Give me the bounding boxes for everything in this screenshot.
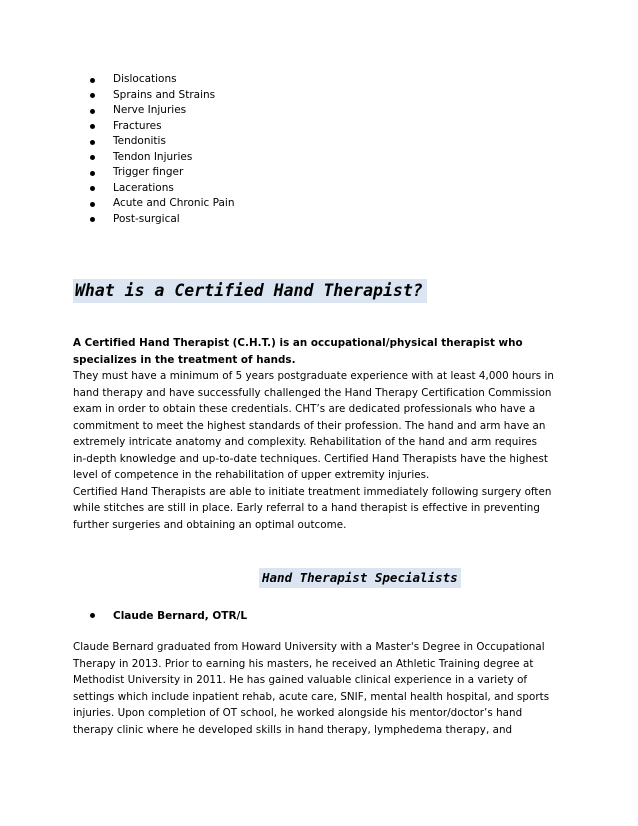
specialist-item	[90, 610, 247, 622]
bio-line: Therapy in 2013. Prior to earning his masters, he received an Athletic Training degree at	[73, 657, 534, 670]
list-item	[90, 103, 234, 119]
bullet-icon	[90, 155, 95, 160]
bullet-icon	[90, 109, 95, 114]
list-item	[90, 119, 234, 135]
bio-line: injuries. Upon completion of OT school, he worked alongside his mentor/doctor’s hand	[73, 707, 523, 719]
list-item	[90, 150, 234, 166]
list-item-label: Acute and Chronic Pain	[113, 197, 235, 209]
list-item	[90, 212, 234, 228]
bullet-icon	[90, 124, 95, 129]
list-item-label: Tendonitis	[113, 135, 166, 147]
list-item	[90, 72, 234, 88]
list-item-label: Nerve Injuries	[113, 104, 187, 116]
list-item	[90, 181, 234, 197]
intro-line: specializes in the treatment of hands.	[73, 353, 296, 366]
body-line: in-depth knowledge and up-to-date techniques. Certified Hand Therapists have the highest	[73, 452, 548, 465]
body-line: commitment to meet the highest standards of their profession. The hand and arm have an	[73, 419, 546, 432]
body-line: level of competence in the rehabilitation of upper extremity injuries.	[73, 469, 430, 481]
bio-line: settings which include inpatient rehab, acute care, SNIF, mental health hospital, and sports	[73, 690, 550, 703]
body-line: Certified Hand Therapists are able to initiate treatment immediately following surgery often	[73, 485, 552, 498]
body-line: further surgeries and obtaining an optimal outcome.	[73, 518, 347, 531]
bullet-icon	[90, 171, 95, 176]
bio-line: therapy clinic where he developed skills in hand therapy, lymphedema therapy, and	[73, 723, 513, 736]
conditions-list	[90, 72, 234, 227]
list-item	[90, 134, 234, 150]
body-line: They must have a minimum of 5 years postgraduate experience with at least 4,000 hours in	[73, 370, 554, 382]
specialist-name: Claude Bernard, OTR/L	[113, 610, 248, 622]
list-item	[90, 88, 234, 104]
list-item-label: Sprains and Strains	[113, 88, 216, 101]
list-item-label: Tendon Injuries	[113, 150, 193, 163]
bullet-icon	[90, 93, 95, 98]
bullet-icon	[90, 202, 95, 207]
bio-line: Methodist University in 2011. He has gained valuable clinical experience in a variety of	[73, 674, 528, 686]
intro-line: A Certified Hand Therapist (C.H.T.) is an occupational/physical therapist who	[73, 337, 523, 349]
specialist-bio	[73, 639, 573, 738]
body-line: extremely intricate anatomy and complexity. Rehabilitation of the hand and arm requires	[73, 436, 538, 448]
body-line: while stitches are still in place. Early referral to a hand therapist is effective in preventing	[73, 502, 540, 514]
cht-description	[73, 335, 573, 533]
list-item-label: Post-surgical	[113, 212, 180, 225]
body-line: hand therapy and have successfully challenged the Hand Therapy Certification Commission	[73, 386, 552, 399]
list-item-label: Dislocations	[113, 73, 177, 85]
bullet-icon	[90, 186, 95, 191]
section-heading-cht: What is a Certified Hand Therapist?	[73, 279, 427, 303]
body-line: exam in order to obtain these credentials. CHT’s are dedicated professionals who have a	[73, 403, 536, 415]
section-heading-specialists: Hand Therapist Specialists	[259, 568, 461, 588]
list-item-label: Fractures	[113, 119, 162, 132]
list-item-label: Lacerations	[113, 181, 174, 194]
bio-line: Claude Bernard graduated from Howard University with a Master's Degree in Occupational	[73, 641, 545, 653]
bullet-icon	[90, 140, 95, 145]
list-item	[90, 165, 234, 181]
bullet-icon	[90, 217, 95, 222]
bullet-icon	[90, 613, 95, 618]
list-item-label: Trigger finger	[113, 166, 184, 178]
bullet-icon	[90, 78, 95, 83]
list-item	[90, 196, 234, 212]
